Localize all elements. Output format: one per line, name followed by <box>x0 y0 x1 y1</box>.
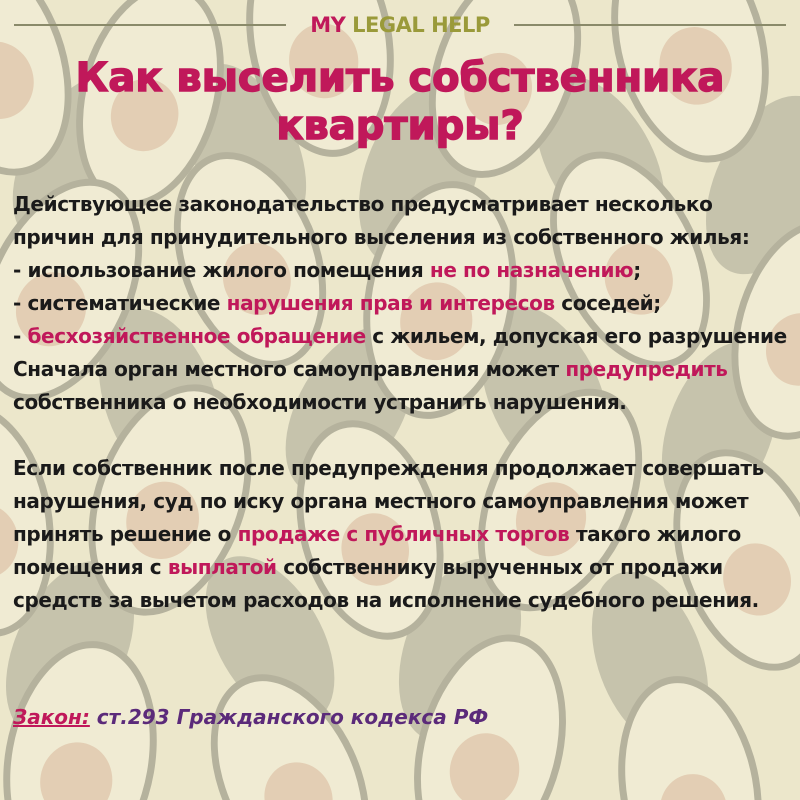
warning-text: Сначала орган местного самоуправления может <box>13 357 566 381</box>
brand-logo-part2: LEGAL <box>352 13 425 37</box>
warning-tail: собственника о необходимости устранить нарушения. <box>13 390 627 414</box>
law-label: Закон: <box>13 705 90 729</box>
page-title <box>20 54 780 150</box>
reason-item-3 <box>13 320 798 353</box>
reason-3-text: - <box>13 324 28 348</box>
intro-paragraph: Действующее законодательство предусматривает несколько причин для принудительного выселения из собственного жилья: <box>13 192 750 249</box>
reason-2-text: - систематические <box>13 291 227 315</box>
warning-highlight: предупредить <box>565 357 728 381</box>
law-reference <box>13 702 488 732</box>
reason-2-tail: соседей; <box>554 291 661 315</box>
page-title-line2: квартиры? <box>276 103 524 149</box>
court-text-1: Если собственник после предупреждения продолжает совершать нарушения, суд по иску органа местного самоуправления может принять решение о <box>13 456 764 546</box>
court-paragraph <box>13 452 798 617</box>
law-citation: ст.293 Гражданского кодекса РФ <box>89 705 489 729</box>
court-text-2: такого жилого помещения с <box>13 522 741 579</box>
header-divider-left <box>14 24 286 26</box>
page-title-line1: Как выселить собственника <box>75 55 725 101</box>
reason-1-tail: ; <box>633 258 641 282</box>
brand-logo-part1: MY <box>310 13 346 37</box>
paragraph-gap <box>13 419 798 452</box>
reason-1-highlight: не по назначению <box>429 258 634 282</box>
reason-2-highlight: нарушения прав и интересов <box>226 291 555 315</box>
article-body <box>13 188 798 617</box>
reason-item-1 <box>13 254 798 287</box>
brand-header <box>0 10 800 40</box>
reason-3-tail: с жильем, допуская его разрушение <box>365 324 787 348</box>
court-text-3: собственнику вырученных от продажи средств за вычетом расходов на исполнение судебного решения. <box>13 555 759 612</box>
court-highlight-1: продаже с публичных торгов <box>237 522 570 546</box>
reason-item-2 <box>13 287 798 320</box>
reason-3-highlight: бесхозяйственное обращение <box>27 324 366 348</box>
court-highlight-2: выплатой <box>167 555 277 579</box>
reason-1-text: - использование жилого помещения <box>13 258 430 282</box>
header-divider-right <box>514 24 786 26</box>
brand-logo <box>290 10 510 40</box>
brand-logo-part3: HELP <box>431 13 490 37</box>
warning-paragraph <box>13 353 798 419</box>
